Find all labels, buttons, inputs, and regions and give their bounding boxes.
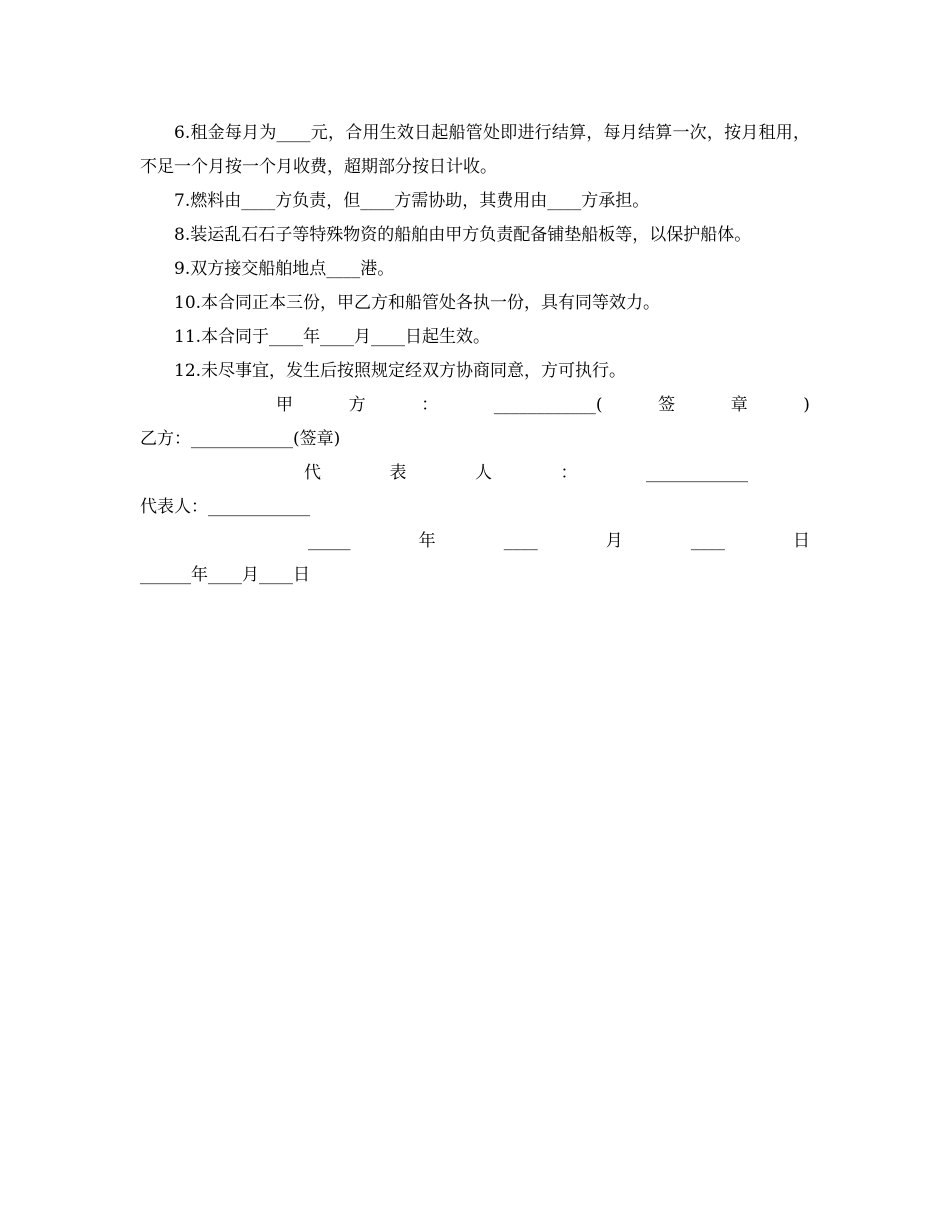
rep-a-blank: ____________ (646, 463, 748, 483)
party-a-char: 章 (730, 395, 748, 415)
clause-10: 10.本合同正本三份，甲乙方和船管处各执一份，具有同等效力。 (174, 293, 661, 313)
party-a-char: 签 (658, 395, 676, 415)
clause-9: 9.双方接交船舶地点____港。 (174, 259, 395, 279)
party-a-char: 甲 (276, 395, 293, 415)
date-a-month: 月 (605, 531, 623, 551)
clause-8: 8.装运乱石石子等特殊物资的船舶由甲方负责配备铺垫船板等，以保护船体。 (174, 225, 752, 245)
party-a-char: ) (803, 395, 810, 415)
rep-b-line: 代表人：____________ (140, 497, 310, 517)
date-b-line: ______年____月____日 (140, 565, 310, 585)
date-a-year: 年 (418, 531, 436, 551)
date-a-month-blank: ____ (503, 531, 538, 551)
party-b-signature-line: 乙方：____________(签章) (140, 429, 341, 449)
party-a-signature-blank: ____________( (493, 395, 603, 415)
date-a-line (140, 524, 810, 558)
rep-a-line (140, 456, 810, 490)
rep-a-char: 人 (475, 463, 492, 483)
party-a-char: ： (421, 395, 439, 415)
clause-7: 7.燃料由____方负责，但____方需协助，其费用由____方承担。 (174, 191, 650, 211)
clause-12: 12.未尽事宜，发生后按照规定经双方协商同意，方可执行。 (174, 361, 627, 381)
clause-11: 11.本合同于____年____月____日起生效。 (174, 327, 491, 347)
party-a-char: 方 (348, 395, 366, 415)
clause-6: 6.租金每月为____元，合用生效日起船管处即进行结算，每月结算一次，按月租用，不足一个月按一个月收费，超期部分按日计收。 (140, 123, 810, 177)
rep-a-char: 表 (389, 463, 407, 483)
rep-a-char: ： (560, 463, 578, 483)
contract-body (140, 116, 810, 592)
date-a-day-blank: ____ (690, 531, 725, 551)
date-a-year-blank: _____ (308, 531, 351, 551)
date-a-day: 日 (792, 531, 810, 551)
party-a-signature-line (140, 388, 810, 422)
rep-a-char: 代 (304, 463, 321, 483)
